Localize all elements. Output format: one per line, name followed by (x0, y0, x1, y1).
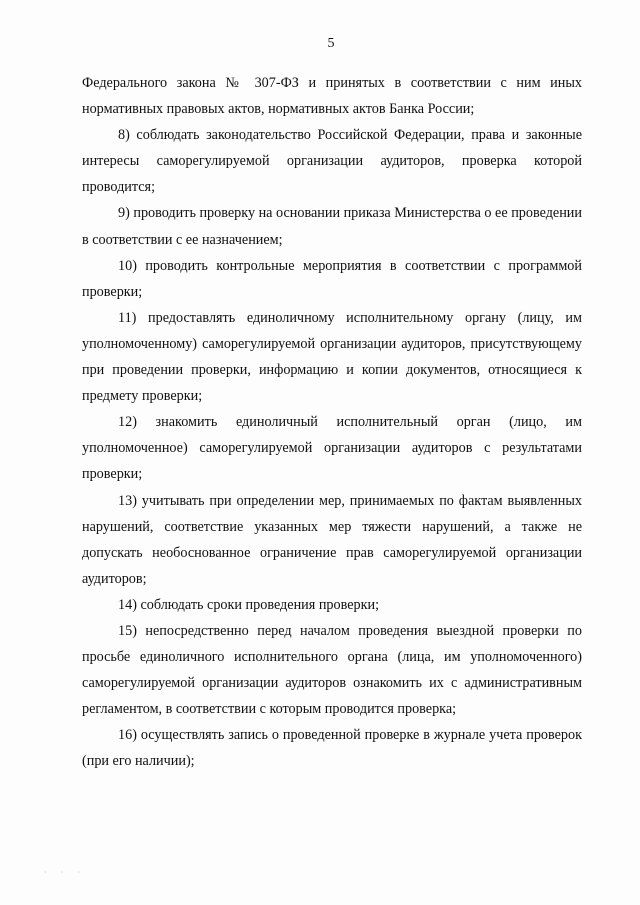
paragraph-item-12: 12) знакомить единоличный исполнительный орган (лицо, им уполномоченное) саморегулируемой организации аудиторов с результатами проверки; (82, 414, 582, 483)
document-body (82, 70, 582, 775)
paragraph-continuation: Федерального закона № 307-ФЗ и принятых в соответствии с ним иных нормативных правовых актов, нормативных актов Банка России; (82, 75, 582, 118)
paragraph-item-16: 16) осуществлять запись о проведенной проверке в журнале учета проверок (при его наличии); (82, 727, 582, 770)
paragraph-item-8: 8) соблюдать законодательство Российской Федерации, права и законные интересы саморегулируемой организации аудиторов, проверка которой проводится; (82, 127, 582, 196)
paragraph-item-10: 10) проводить контрольные мероприятия в соответствии с программой проверки; (82, 257, 582, 300)
scan-margin-marks: · · · (44, 868, 86, 877)
paragraph-item-9: 9) проводить проверку на основании приказа Министерства о ее проведении в соответствии с ее назначением; (82, 205, 582, 248)
paragraph-item-15: 15) непосредственно перед началом проведения выездной проверки по просьбе единоличного исполнительного органа (лица, им уполномоченного) саморегулируемой организации аудиторов ознакомить их с административным регламентом, в соответствии с которым проводится проверка; (82, 622, 582, 718)
page-number: 5 (327, 36, 335, 51)
paragraph-item-11: 11) предоставлять единоличному исполнительному органу (лицу, им уполномоченному) саморегулируемой организации аудиторов, присутствующему при проведении проверки, информацию и копии документов, относящиеся к предмету проверки; (82, 309, 582, 405)
paragraph-item-14: 14) соблюдать сроки проведения проверки; (118, 596, 380, 613)
paragraph-item-13: 13) учитывать при определении мер, принимаемых по фактам выявленных нарушений, соответствие указанных мер тяжести нарушений, а также не допускать необоснованное ограничение прав саморегулируемой организации аудиторов; (82, 492, 582, 587)
